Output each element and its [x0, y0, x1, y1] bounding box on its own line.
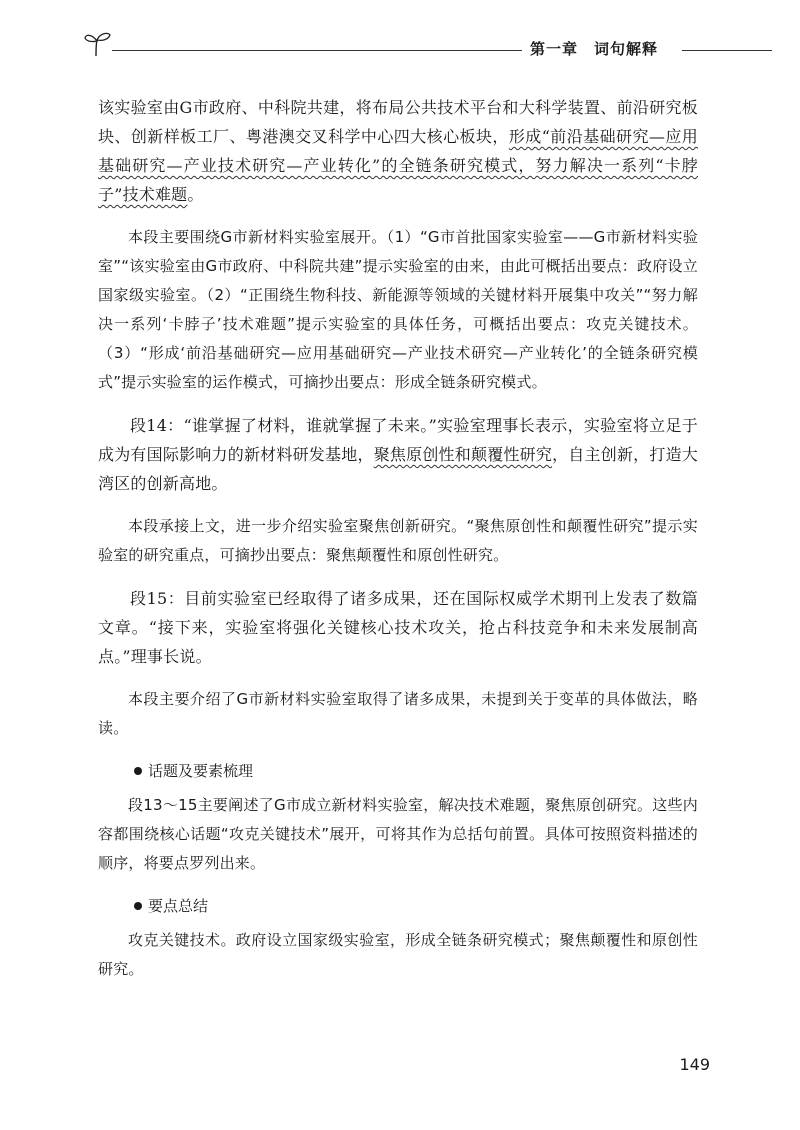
- paragraph-14: [98, 411, 698, 498]
- header-rule-left: [112, 50, 522, 51]
- section-heading-text: 要点总结: [148, 897, 209, 915]
- paragraph-1: [98, 93, 698, 209]
- highlighted-text: 形成“前沿基础研究—应用基础研究—产业技术研究—产业转化”的全链条研究模式，努力解决一系列“卡脖子”技术难题: [98, 127, 698, 204]
- paragraph-analysis-1: 本段主要围绕G市新材料实验室展开。（1）“G市首批国家实验室——G市新材料实验室”“该实验室由G市政府、中科院共建”提示实验室的由来，由此可概括出要点：政府设立国家级实验室。（2）“正围绕生物科技、新能源等领域的关键材料开展集中攻关”“努力解决一系列‘卡脖子’技术难题”提示实验室的具体任务，可概括出要点：攻克关键技术。（3）“形成‘前沿基础研究—应用基础研究—产业技术研究—产业转化’的全链条研究模式”提示实验室的运作模式，可摘抄出要点：形成全链条研究模式。: [98, 228, 698, 391]
- highlighted-text: 聚焦原创性和颠覆性研究: [373, 445, 553, 464]
- paragraph-key-points: 攻克关键技术。政府设立国家级实验室，形成全链条研究模式；聚焦颠覆性和原创性研究。: [98, 931, 698, 978]
- bullet-icon: [134, 902, 142, 910]
- bullet-icon: [134, 767, 142, 775]
- section-heading-text: 话题及要素梳理: [148, 762, 254, 780]
- page-number: 149: [679, 1055, 710, 1074]
- section-heading-points: [98, 892, 698, 920]
- sprout-icon: [82, 30, 116, 58]
- paragraph-summary: 段13～15主要阐述了G市成立新材料实验室，解决技术难题，聚焦原创研究。这些内容都围绕核心话题“攻克关键技术”展开，可将其作为总括句前置。具体可按照资料描述的顺序，将要点罗列出来。: [98, 796, 698, 872]
- paragraph-15: 段15：目前实验室已经取得了诸多成果，还在国际权威学术期刊上发表了数篇文章。“接下来，实验室将强化关键核心技术攻关，抢占科技竞争和未来发展制高点。”理事长说。: [98, 589, 698, 666]
- text-segment: 段14：“谁掌握了材料，谁就掌握了未来。”实验室理事长表示，实验室将立足于成为有国际影响力的新材料研发基地，: [98, 416, 698, 464]
- text-segment: ，自主创新，打造大湾区的创新高地。: [98, 445, 699, 493]
- text-segment: 该实验室由G市政府、中科院共建，将布局公共技术平台和大科学装置、前沿研究板块、创新样板工厂、粤港澳交叉科学中心四大核心板块，: [98, 98, 698, 146]
- text-segment: 。: [187, 185, 204, 204]
- paragraph-analysis-2: 本段承接上文，进一步介绍实验室聚焦创新研究。“聚焦原创性和颠覆性研究”提示实验室的研究重点，可摘抄出要点：聚焦颠覆性和原创性研究。: [98, 517, 698, 564]
- chapter-title: 第一章 词句解释: [530, 40, 659, 58]
- paragraph-analysis-3: 本段主要介绍了G市新材料实验室取得了诸多成果，未提到关于变革的具体做法，略读。: [98, 690, 698, 737]
- running-header: [82, 30, 772, 60]
- section-heading-topic: [98, 757, 698, 785]
- header-rule-right: [682, 50, 772, 51]
- page-body: [98, 93, 698, 998]
